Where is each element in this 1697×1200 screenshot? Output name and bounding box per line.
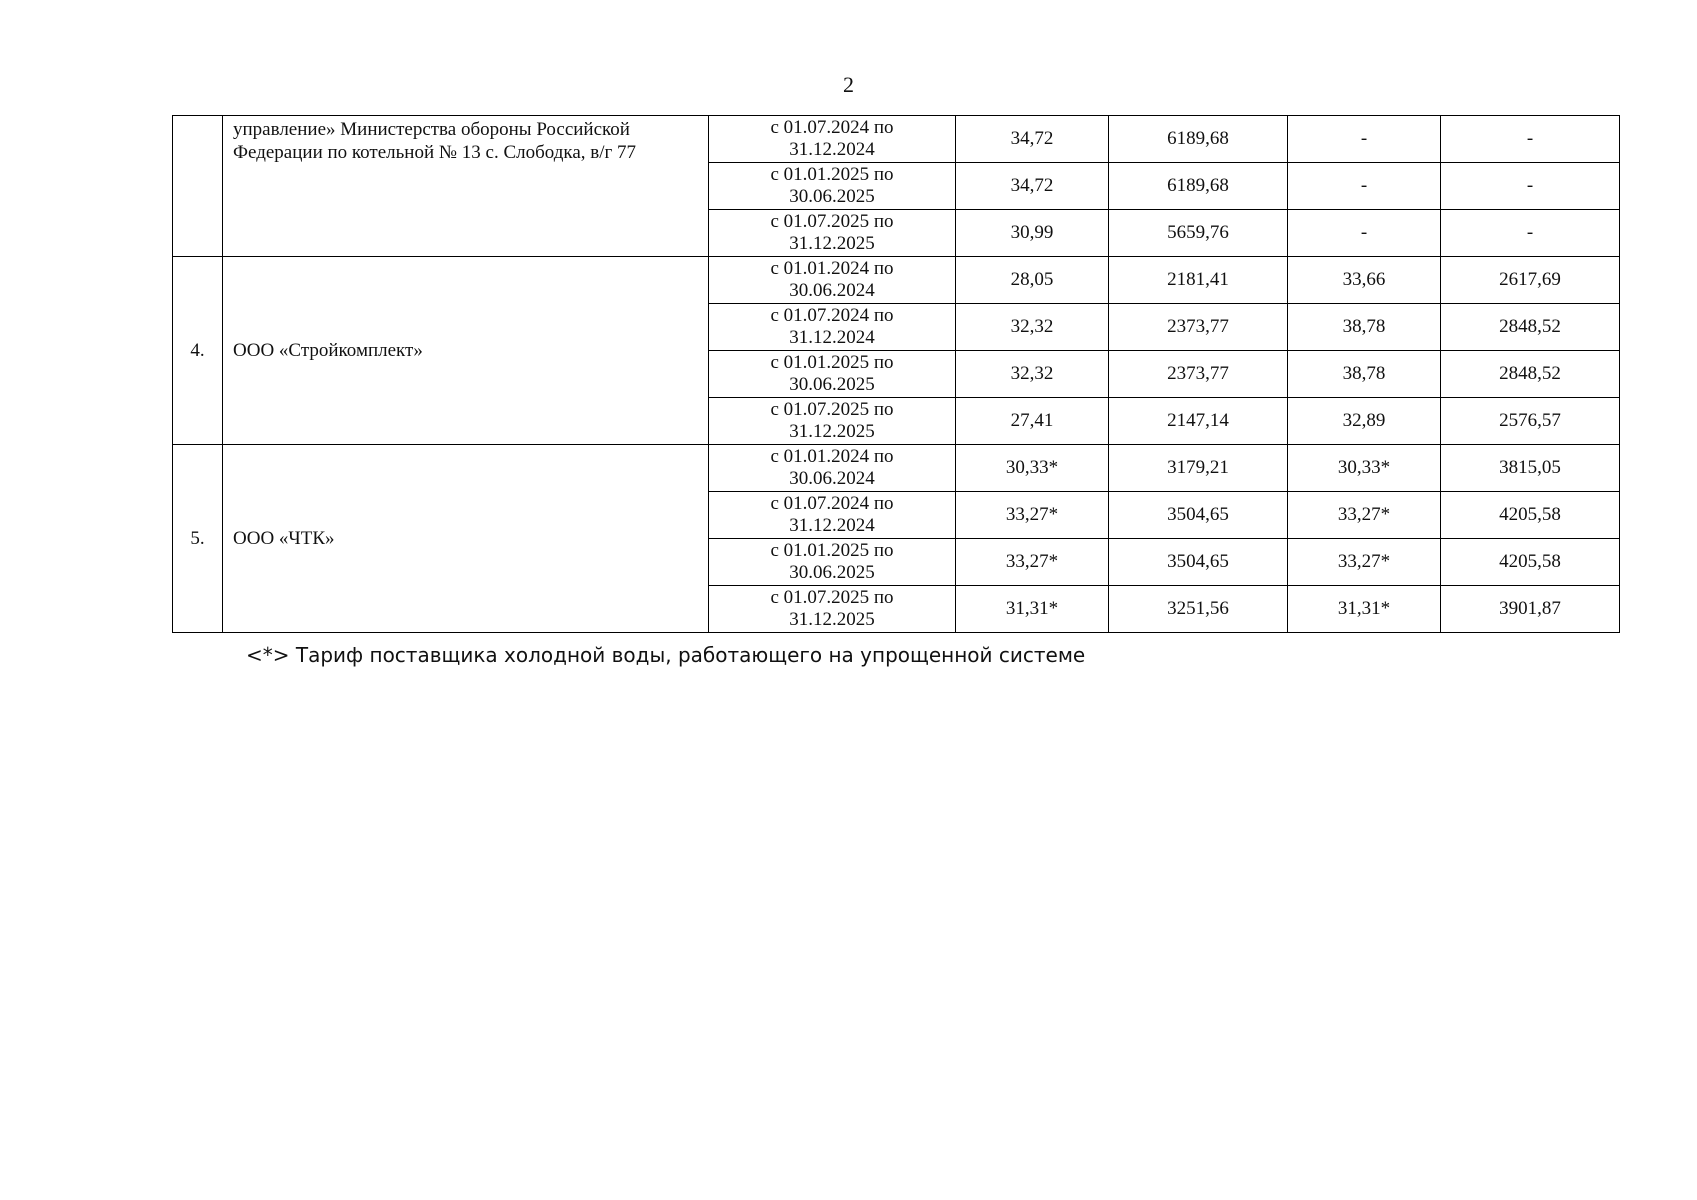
period-start: с 01.01.2025 по <box>770 352 894 373</box>
period-end: 31.12.2025 <box>789 609 875 630</box>
period-end: 31.12.2024 <box>789 327 875 348</box>
tariff-table <box>172 115 1620 633</box>
tariff-value-v4: - <box>1441 210 1620 257</box>
tariff-value-v3: 38,78 <box>1288 304 1441 351</box>
organization-cell <box>223 445 709 633</box>
tariff-value-v3: 38,78 <box>1288 351 1441 398</box>
period-end: 31.12.2024 <box>789 515 875 536</box>
tariff-value-v2: 3251,56 <box>1109 586 1288 633</box>
period-end: 30.06.2025 <box>789 186 875 207</box>
period-end: 30.06.2024 <box>789 280 875 301</box>
period-start: с 01.07.2025 по <box>770 399 894 420</box>
organization-name-line: управление» Министерства обороны Российской <box>233 119 630 140</box>
period-cell <box>709 586 956 633</box>
period-start: с 01.07.2025 по <box>770 211 894 232</box>
period-start: с 01.07.2024 по <box>770 305 894 326</box>
period-cell <box>709 539 956 586</box>
tariff-value-v2: 2373,77 <box>1109 351 1288 398</box>
tariff-value-v4: 2576,57 <box>1441 398 1620 445</box>
tariff-value-v2: 6189,68 <box>1109 163 1288 210</box>
tariff-value-v4: - <box>1441 163 1620 210</box>
period-cell <box>709 210 956 257</box>
organization-name-line: ООО «Стройкомплект» <box>233 339 423 361</box>
period-cell <box>709 492 956 539</box>
tariff-value-v3: 32,89 <box>1288 398 1441 445</box>
period-start: с 01.01.2025 по <box>770 164 894 185</box>
period-end: 30.06.2025 <box>789 562 875 583</box>
period-start: с 01.01.2024 по <box>770 446 894 467</box>
period-end: 31.12.2025 <box>789 233 875 254</box>
row-number-cell: 4. <box>173 257 223 445</box>
tariff-value-v2: 5659,76 <box>1109 210 1288 257</box>
period-end: 31.12.2025 <box>789 421 875 442</box>
tariff-value-v4: 4205,58 <box>1441 539 1620 586</box>
tariff-value-v3: 33,66 <box>1288 257 1441 304</box>
tariff-value-v1: 27,41 <box>956 398 1109 445</box>
table-row <box>173 445 1620 492</box>
period-start: с 01.07.2024 по <box>770 117 894 138</box>
row-number-cell: 5. <box>173 445 223 633</box>
period-end: 31.12.2024 <box>789 139 875 160</box>
tariff-value-v1: 34,72 <box>956 116 1109 163</box>
tariff-value-v1: 33,27* <box>956 492 1109 539</box>
tariff-value-v2: 6189,68 <box>1109 116 1288 163</box>
tariff-value-v1: 28,05 <box>956 257 1109 304</box>
tariff-value-v2: 2147,14 <box>1109 398 1288 445</box>
tariff-value-v4: 4205,58 <box>1441 492 1620 539</box>
tariff-value-v2: 2373,77 <box>1109 304 1288 351</box>
tariff-value-v1: 30,33* <box>956 445 1109 492</box>
tariff-value-v4: 3815,05 <box>1441 445 1620 492</box>
tariff-value-v3: - <box>1288 163 1441 210</box>
organization-name-line: Федерации по котельной № 13 с. Слободка, в/г 77 <box>233 142 637 163</box>
tariff-value-v3: 30,33* <box>1288 445 1441 492</box>
period-start: с 01.01.2024 по <box>770 258 894 279</box>
table-row <box>173 257 1620 304</box>
period-cell <box>709 163 956 210</box>
tariff-value-v3: 33,27* <box>1288 539 1441 586</box>
organization-name-line: ООО «ЧТК» <box>233 527 335 549</box>
period-cell <box>709 398 956 445</box>
tariff-value-v1: 30,99 <box>956 210 1109 257</box>
period-start: с 01.07.2025 по <box>770 587 894 608</box>
tariff-value-v1: 33,27* <box>956 539 1109 586</box>
period-end: 30.06.2025 <box>789 374 875 395</box>
period-cell <box>709 445 956 492</box>
tariff-value-v3: 33,27* <box>1288 492 1441 539</box>
tariff-value-v2: 2181,41 <box>1109 257 1288 304</box>
organization-cell <box>223 116 709 257</box>
row-number-cell <box>173 116 223 257</box>
tariff-value-v4: 3901,87 <box>1441 586 1620 633</box>
tariff-table-body <box>173 116 1620 633</box>
period-cell <box>709 116 956 163</box>
tariff-value-v3: 31,31* <box>1288 586 1441 633</box>
tariff-value-v3: - <box>1288 210 1441 257</box>
tariff-value-v1: 32,32 <box>956 304 1109 351</box>
period-cell <box>709 351 956 398</box>
period-cell <box>709 304 956 351</box>
period-cell <box>709 257 956 304</box>
period-end: 30.06.2024 <box>789 468 875 489</box>
tariff-value-v1: 32,32 <box>956 351 1109 398</box>
tariff-value-v1: 31,31* <box>956 586 1109 633</box>
tariff-value-v1: 34,72 <box>956 163 1109 210</box>
organization-cell <box>223 257 709 445</box>
tariff-value-v3: - <box>1288 116 1441 163</box>
tariff-value-v4: 2848,52 <box>1441 304 1620 351</box>
tariff-value-v4: 2848,52 <box>1441 351 1620 398</box>
tariff-value-v4: - <box>1441 116 1620 163</box>
tariff-value-v2: 3504,65 <box>1109 492 1288 539</box>
page-number: 2 <box>843 72 854 97</box>
tariff-value-v4: 2617,69 <box>1441 257 1620 304</box>
period-start: с 01.01.2025 по <box>770 540 894 561</box>
tariff-value-v2: 3504,65 <box>1109 539 1288 586</box>
period-start: с 01.07.2024 по <box>770 493 894 514</box>
table-row <box>173 116 1620 163</box>
tariff-value-v2: 3179,21 <box>1109 445 1288 492</box>
footnote: <*> Тариф поставщика холодной воды, работающего на упрощенной системе <box>246 643 1086 667</box>
